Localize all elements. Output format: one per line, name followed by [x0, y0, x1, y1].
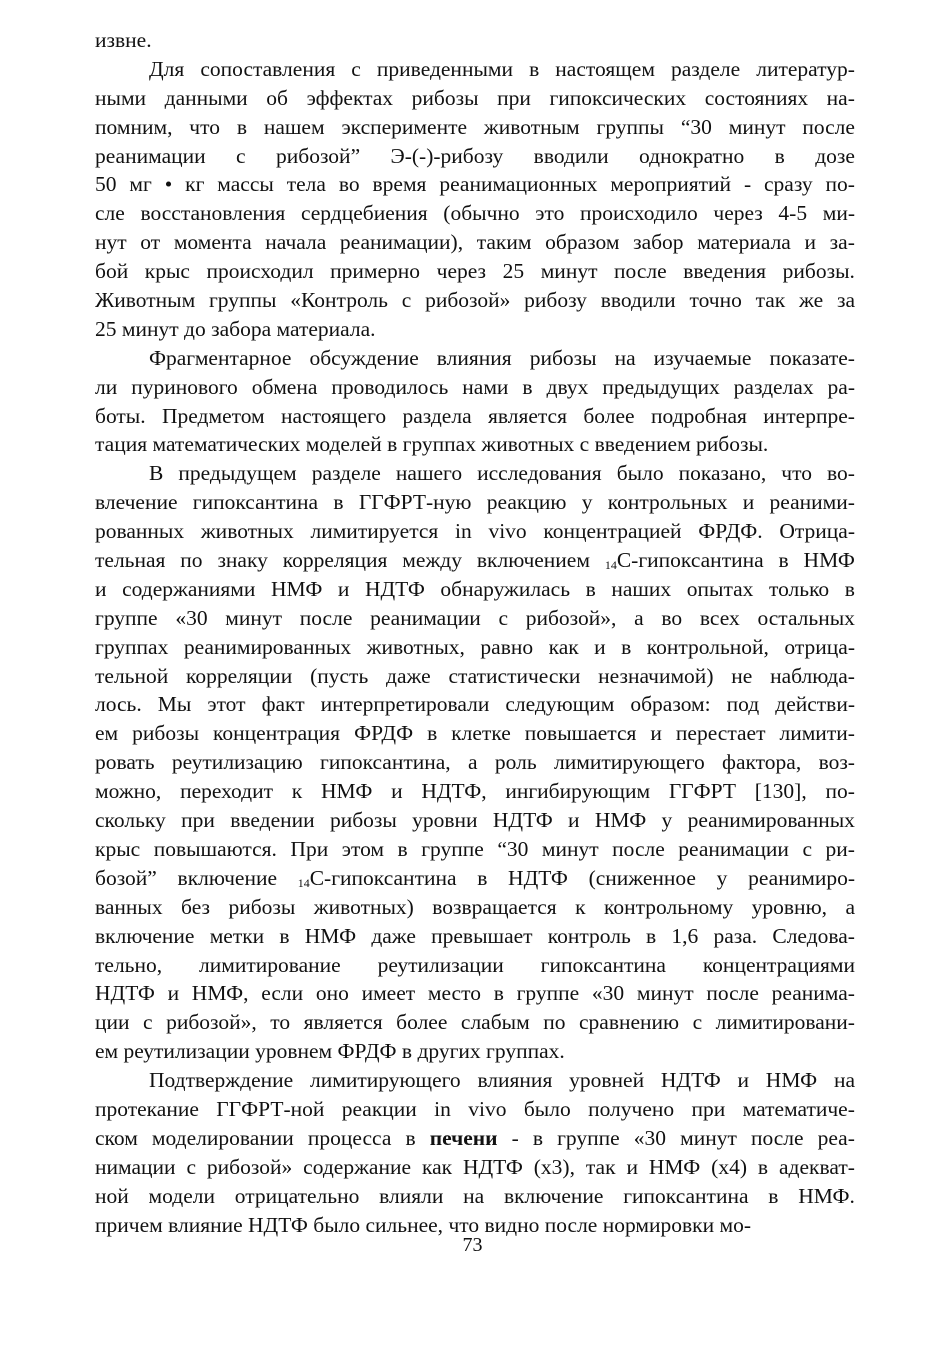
- text-line: 50 мг • кг массы тела во время реанимационных мероприятий - сразу по-: [95, 172, 855, 197]
- text-line: Фрагментарное обсуждение влияния рибозы на изучаемые показате-: [149, 345, 855, 370]
- page-number: 73: [462, 1234, 483, 1256]
- text-line: Для сопоставления с приведенными в настоящем разделе литератур-: [149, 56, 855, 81]
- text-line: В предыдущем разделе нашего исследования было показано, что во-: [149, 461, 855, 486]
- text-line: сле восстановления сердцебиения (обычно это происходило через 4-5 ми-: [95, 201, 855, 226]
- text-line: лось. Мы этот факт интерпретировали следующим образом: под действи-: [95, 692, 855, 717]
- text-line: тельной корреляции (пусть даже статистически незначимой) не наблюда-: [95, 663, 855, 688]
- text-line: бозой” включение 14С-гипоксантина в НДТФ (сниженное у реанимиро-: [95, 865, 855, 890]
- text-line: ными данными об эффектах рибозы при гипоксических состояниях на-: [95, 85, 855, 110]
- text-line: тельно, лимитирование реутилизации гипоксантина концентрациями: [95, 952, 855, 977]
- text-line: и содержаниями НМФ и НДТФ обнаружилась в наших опытах только в: [95, 576, 855, 601]
- text-line: ной модели отрицательно влияли на включение гипоксантина в НМФ.: [95, 1183, 855, 1208]
- document-body: [95, 26, 855, 1239]
- text-line: Подтверждение лимитирующего влияния уровней НДТФ и НМФ на: [149, 1068, 855, 1093]
- text-line: реанимации с рибозой” Э-(-)-рибозу вводили однократно в дозе: [95, 143, 855, 168]
- text-line: группах реанимированных животных, равно как и в контрольной, отрица-: [95, 634, 855, 659]
- text-line: крыс повышаются. При этом в группе “30 минут после реанимации с ри-: [95, 836, 855, 861]
- text-line: рованных животных лимитируется in vivo концентрацией ФРДФ. Отрица-: [95, 519, 855, 544]
- text-line: ем реутилизации уровнем ФРДФ в других группах.: [95, 1039, 565, 1064]
- text-line: ли пуринового обмена проводилось нами в двух предыдущих разделах ра-: [95, 374, 855, 399]
- text-line: влечение гипоксантина в ГГФРТ-ную реакцию у контрольных и реаними-: [95, 490, 855, 515]
- text-line: включение метки в НМФ даже превышает контроль в 1,6 раза. Следова-: [95, 923, 855, 948]
- text-line: ском моделировании процесса в печени - в группе «30 минут после реа-: [95, 1125, 855, 1150]
- text-line: Животным группы «Контроль с рибозой» рибозу вводили точно так же за: [95, 288, 855, 313]
- text-line: боты. Предметом настоящего раздела является более подробная интерпре-: [95, 403, 855, 428]
- paragraph: [95, 459, 855, 1066]
- text-line: ции с рибозой», то является более слабым по сравнению с лимитировани-: [95, 1010, 855, 1035]
- text-line: можно, переходит к НМФ и НДТФ, ингибирующим ГГФРТ [130], по-: [95, 779, 855, 804]
- paragraph: [95, 55, 855, 344]
- text-line: НДТФ и НМФ, если оно имеет место в группе «30 минут после реанима-: [95, 981, 855, 1006]
- text-line: тация математических моделей в группах животных с введением рибозы.: [95, 432, 769, 457]
- text-line: помним, что в нашем эксперименте животным группы “30 минут после: [95, 114, 855, 139]
- text-line: бой крыс происходил примерно через 25 минут после введения рибозы.: [95, 259, 855, 284]
- text-line: нут от момента начала реанимации), таким образом забор материала и за-: [95, 230, 855, 255]
- text-line: ровать реутилизацию гипоксантина, а роль лимитирующего фактора, воз-: [95, 750, 855, 775]
- paragraph: [95, 1066, 855, 1239]
- text-line: группе «30 минут после реанимации с рибозой», а во всех остальных: [95, 605, 855, 630]
- text-line: ванных без рибозы животных) возвращается к контрольному уровню, а: [95, 894, 855, 919]
- text-line: причем влияние НДТФ было сильнее, что видно после нормировки мо-: [95, 1212, 752, 1237]
- text-line: протекание ГГФРТ-ной реакции in vivo было получено при математиче-: [95, 1096, 855, 1121]
- text-line: нимации с рибозой» содержание как НДТФ (х3), так и НМФ (х4) в адекват-: [95, 1154, 855, 1179]
- text-line: ем рибозы концентрация ФРДФ в клетке повышается и перестает лимити-: [95, 721, 855, 746]
- text-line: 25 минут до забора материала.: [95, 316, 376, 341]
- text-line: извне.: [95, 28, 152, 52]
- text-line: скольку при введении рибозы уровни НДТФ и НМФ у реанимированных: [95, 808, 855, 833]
- paragraph: [95, 26, 855, 55]
- text-line: тельная по знаку корреляция между включением 14С-гипоксантина в НМФ: [95, 548, 855, 573]
- paragraph: [95, 344, 855, 460]
